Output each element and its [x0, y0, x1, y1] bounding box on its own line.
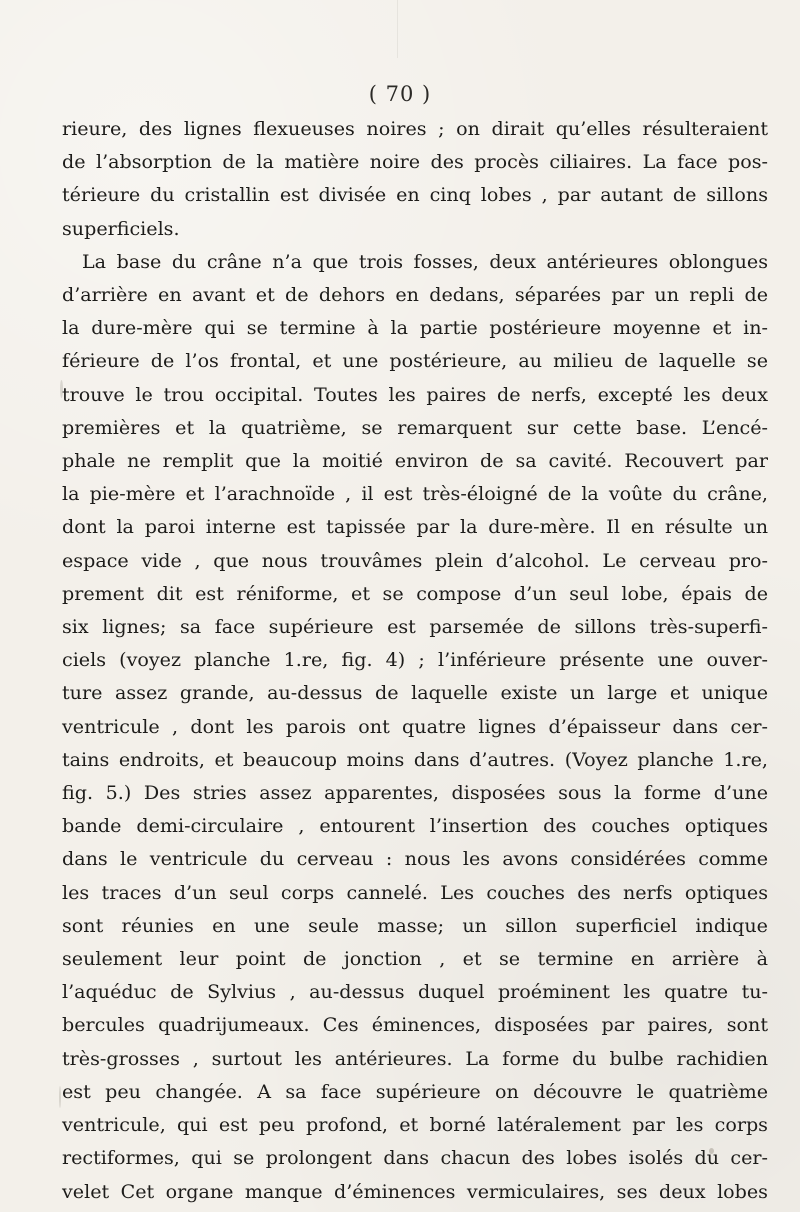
text-line: d’arrière en avant et de dehors en dedans, séparées par un repli de [62, 283, 768, 307]
text-line: de l’absorption de la matière noire des procès ciliaires. La face pos- [62, 150, 768, 174]
text-line: six lignes; sa face supérieure est parsemée de sillons très-superfi- [62, 615, 768, 639]
text-line: espace vide , que nous trouvâmes plein d’alcohol. Le cerveau pro- [62, 548, 768, 572]
text-line: dans le ventricule du cerveau : nous les avons considérées comme [62, 847, 768, 871]
text-line: ciels (voyez planche 1.re, fig. 4) ; l’inférieure présente une ouver- [62, 648, 768, 672]
text-line: tains endroits, et beaucoup moins dans d’autres. (Voyez planche 1.re, [62, 747, 768, 771]
text-line: les traces d’un seul corps cannelé. Les couches des nerfs optiques [62, 880, 768, 904]
text-line: la dure-mère qui se termine à la partie postérieure moyenne et in- [62, 316, 768, 340]
text-line: bande demi-circulaire , entourent l’insertion des couches optiques [62, 814, 768, 838]
text-line: bercules quadrijumeaux. Ces éminences, disposées par paires, sont [62, 1013, 768, 1037]
text-line: velet Cet organe manque d’éminences vermiculaires, ses deux lobes [62, 1179, 768, 1203]
text-line: très-grosses , surtout les antérieures. La forme du bulbe rachidien [62, 1046, 768, 1070]
text-line: l’aquéduc de Sylvius , au-dessus duquel proéminent les quatre tu- [62, 980, 768, 1004]
text-line: sont réunies en une seule masse; un sillon superficiel indique [62, 913, 768, 937]
text-line: dont la paroi interne est tapissée par la dure-mère. Il en résulte un [62, 515, 768, 539]
body-text [62, 112, 768, 1208]
text-line: est peu changée. A sa face supérieure on découvre le quatrième [62, 1079, 768, 1103]
text-line: phale ne remplit que la moitié environ de sa cavité. Recouvert par [62, 449, 768, 473]
text-line: prement dit est réniforme, et se compose d’un seul lobe, épais de [62, 581, 768, 605]
scan-artifact-mark [59, 1086, 61, 1108]
scan-artifact-line [397, 0, 398, 58]
text-line: trouve le trou occipital. Toutes les paires de nerfs, excepté les deux [62, 382, 768, 406]
text-line: ture assez grande, au-dessus de laquelle existe un large et unique [62, 681, 768, 705]
text-line: superficiels. [62, 216, 180, 240]
page-number: ( 70 ) [368, 82, 432, 106]
text-line: férieure de l’os frontal, et une postérieure, au milieu de laquelle se [62, 349, 768, 373]
text-line: la pie-mère et l’arachnoïde , il est très-éloigné de la voûte du crâne, [62, 482, 768, 506]
text-line: rieure, des lignes flexueuses noires ; on dirait qu’elles résulteraient [62, 117, 768, 140]
text-line: seulement leur point de jonction , et se termine en arrière à [62, 947, 768, 971]
text-line: premières et la quatrième, se remarquent sur cette base. L’encé- [62, 415, 768, 439]
text-line: ventricule, qui est peu profond, et borné latéralement par les corps [62, 1113, 768, 1137]
text-line: fig. 5.) Des stries assez apparentes, disposées sous la forme d’une [62, 781, 768, 805]
text-line: La base du crâne n’a que trois fosses, deux antérieures oblongues [82, 249, 768, 273]
text-line: rectiformes, qui se prolongent dans chacun des lobes isolés du cer- [62, 1146, 768, 1170]
text-line: térieure du cristallin est divisée en cinq lobes , par autant de sillons [62, 183, 768, 207]
text-line: ventricule , dont les parois ont quatre lignes d’épaisseur dans cer- [62, 714, 768, 738]
